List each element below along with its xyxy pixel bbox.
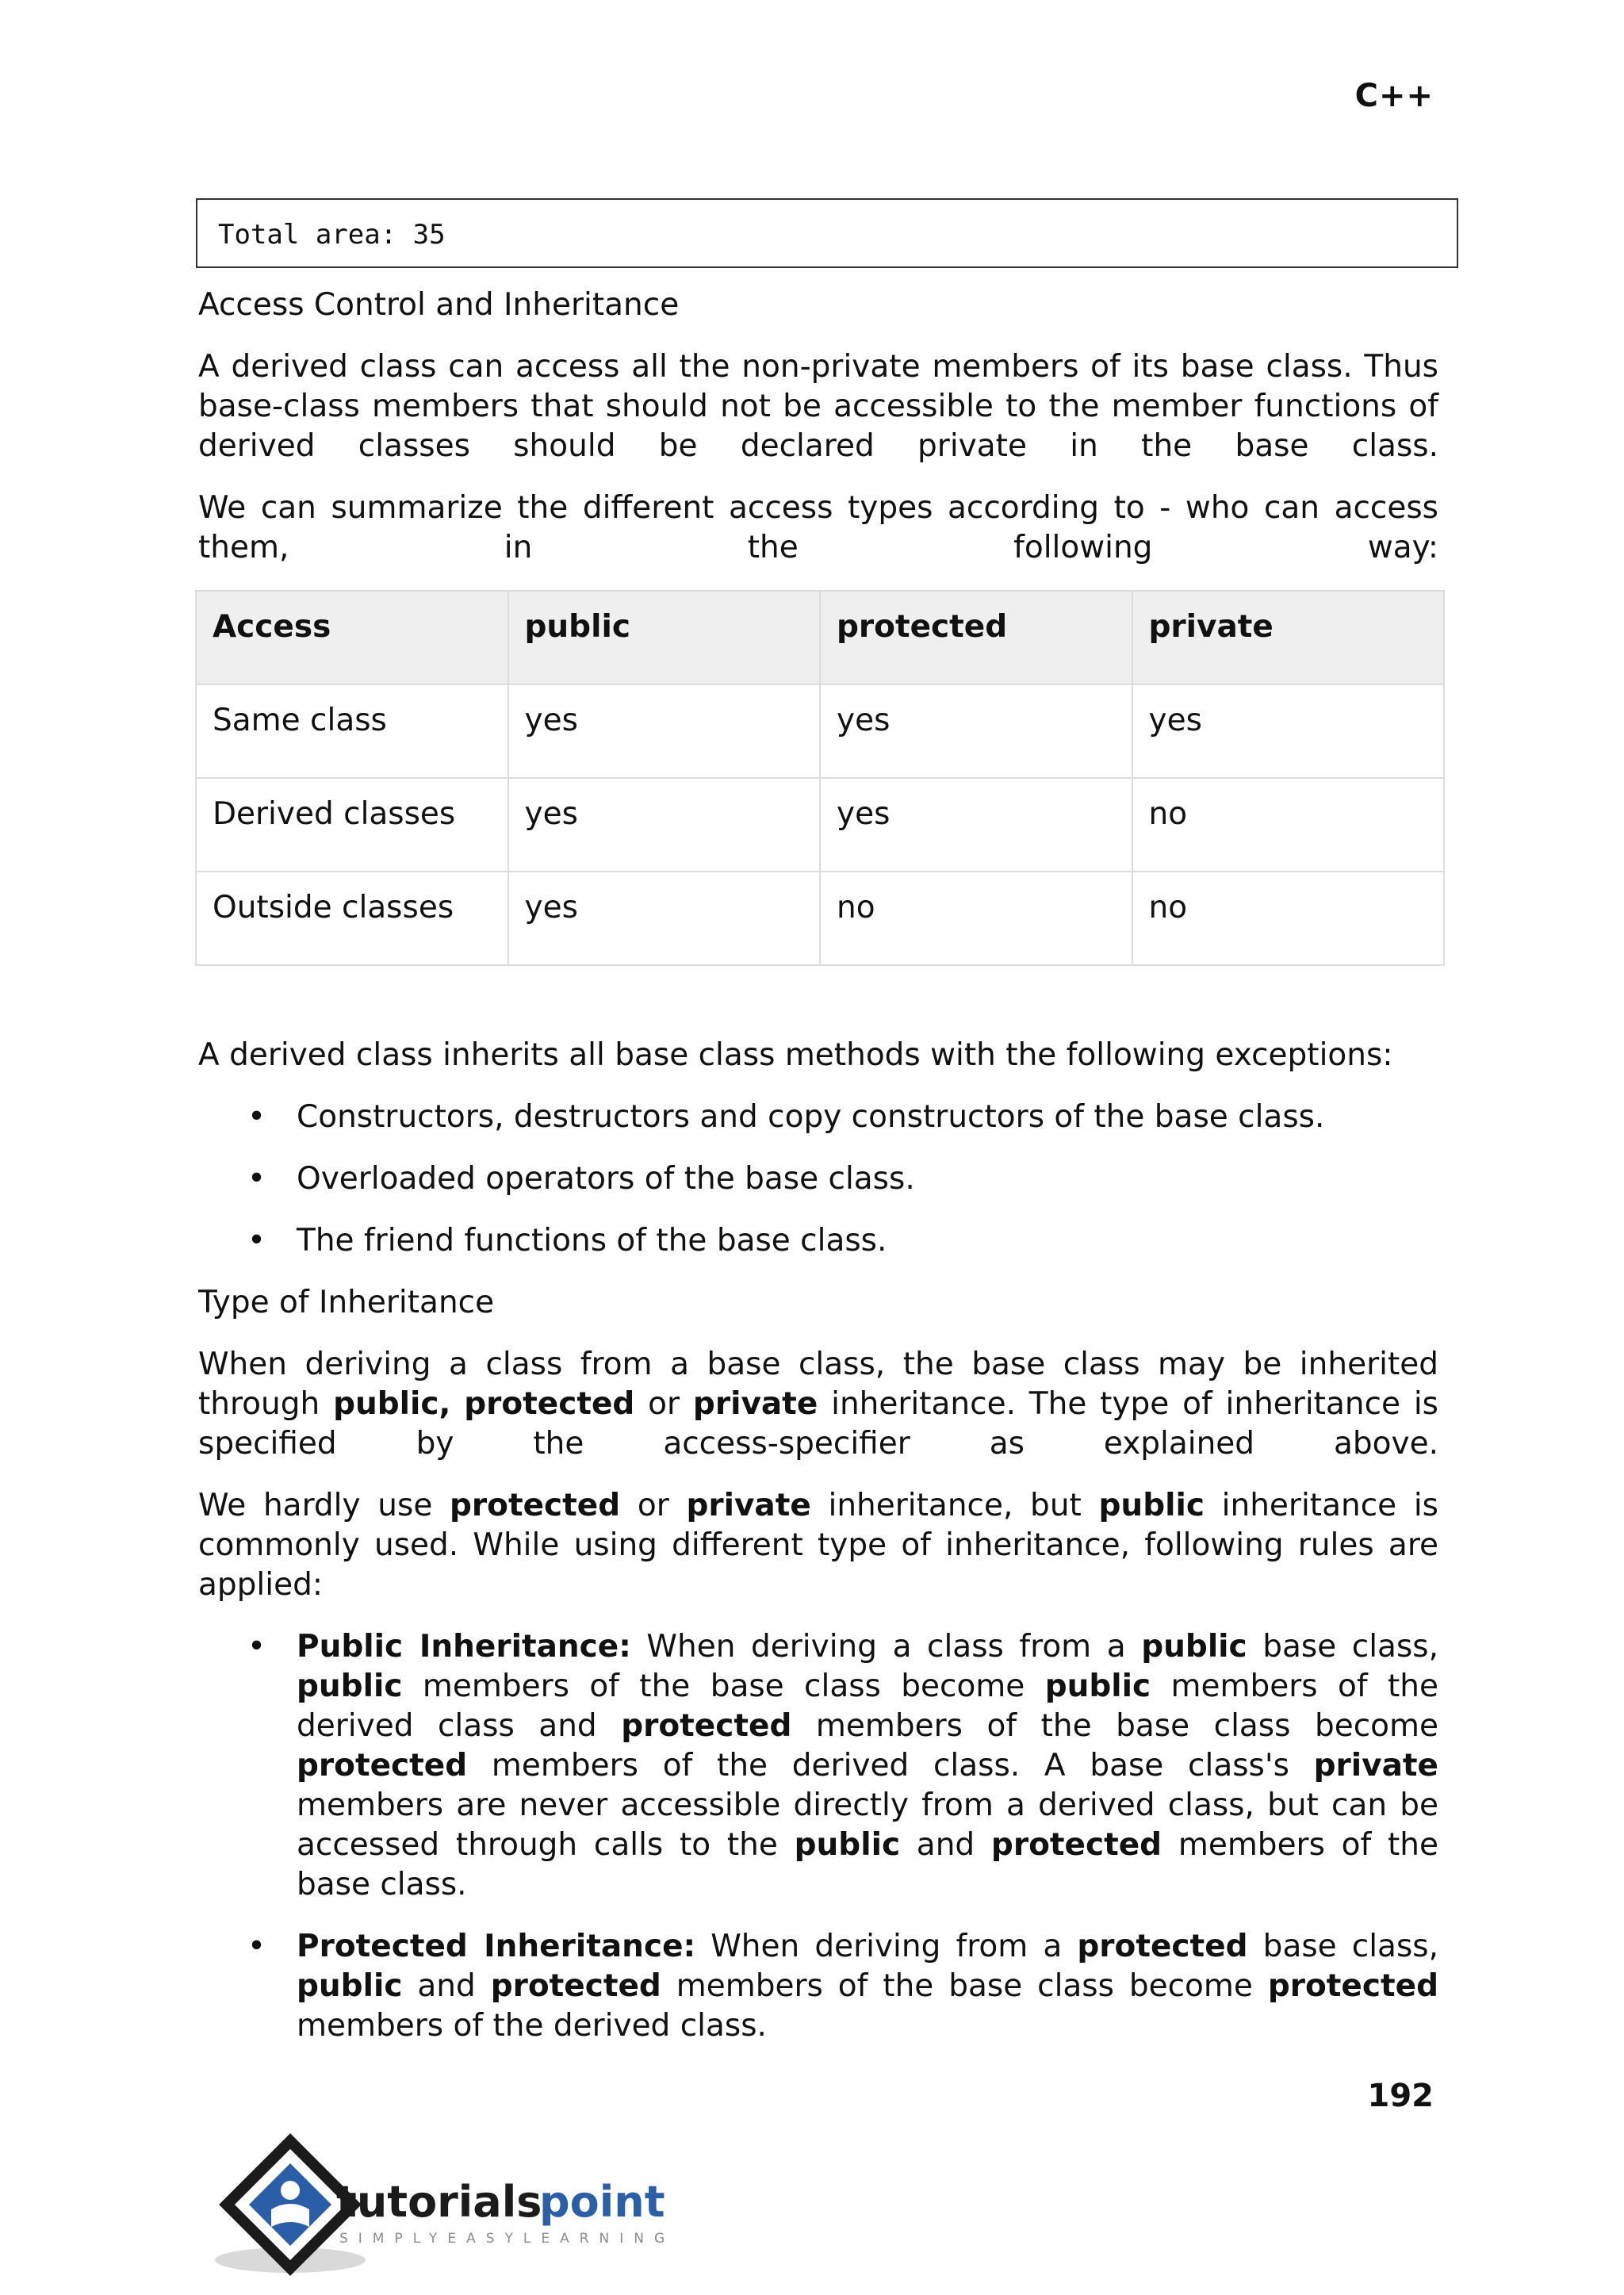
page-header-title: C++ bbox=[1354, 78, 1434, 114]
table-row bbox=[196, 778, 1444, 872]
table-cell: no bbox=[820, 872, 1132, 965]
inheritance-rules-list bbox=[198, 1627, 1438, 2046]
logo-wordmark-1: tutorials bbox=[336, 2177, 542, 2227]
table-cell: yes bbox=[508, 684, 821, 778]
table-cell: Derived classes bbox=[196, 778, 508, 872]
table-cell: Outside classes bbox=[196, 872, 508, 965]
table-cell: yes bbox=[1132, 684, 1445, 778]
table-header-cell: protected bbox=[820, 591, 1132, 684]
table-header-cell: public bbox=[508, 591, 821, 684]
table-row bbox=[196, 684, 1444, 778]
table-row bbox=[196, 872, 1444, 965]
rule-protected-inheritance: • Protected Inheritance: When deriving from a protected base class, public and protected members of the base class become protected members of the derived class. bbox=[198, 1927, 1438, 2046]
page-number: 192 bbox=[1367, 2078, 1434, 2114]
list-item: • Constructors, destructors and copy constructors of the base class. bbox=[198, 1098, 1438, 1137]
table-cell: Same class bbox=[196, 684, 508, 778]
table-header-row bbox=[196, 591, 1444, 684]
table-cell: yes bbox=[508, 778, 821, 872]
logo-tagline: SIMPLYEASYLEARNING bbox=[339, 2231, 676, 2247]
section-heading-access-control: Access Control and Inheritance bbox=[198, 287, 680, 323]
logo-graphic bbox=[195, 2133, 687, 2284]
list-item: • Overloaded operators of the base class. bbox=[198, 1159, 1438, 1199]
table-cell: no bbox=[1132, 872, 1445, 965]
logo-wordmark-2: point bbox=[539, 2177, 665, 2227]
section-heading-type-of-inheritance: Type of Inheritance bbox=[198, 1285, 495, 1320]
code-output-text: Total area: 35 bbox=[218, 219, 446, 251]
paragraph-deriving: When deriving a class from a base class, the base class may be inherited through public, protected or private inheritance. The type of inheritance is specified by the access-specifier as explained above. bbox=[198, 1347, 1438, 1462]
exceptions-list bbox=[198, 1098, 1438, 1261]
table-cell: no bbox=[1132, 778, 1445, 872]
list-item: • The friend functions of the base class. bbox=[198, 1221, 1438, 1261]
table-cell: yes bbox=[820, 684, 1132, 778]
code-output-box bbox=[196, 198, 1458, 268]
page-content bbox=[198, 285, 1438, 2068]
table-cell: yes bbox=[820, 778, 1132, 872]
table-cell: yes bbox=[508, 872, 821, 965]
rule-public-inheritance: • Public Inheritance: When deriving a class from a public base class, public members of the base class become public members of the derived class and protected members of the base class become protected members of the derived class. A base class's private members are never accessible directly from a derived class, but can be accessed through calls to the public and protected members of the base class. bbox=[198, 1627, 1438, 1905]
paragraph-exceptions-intro: A derived class inherits all base class methods with the following exceptions: bbox=[198, 1037, 1393, 1073]
paragraph-summarize: We can summarize the different access types according to - who can access them, in the following way: bbox=[198, 490, 1438, 565]
access-table bbox=[195, 590, 1445, 966]
paragraph-derived-access: A derived class can access all the non-private members of its base class. Thus base-class members that should not be accessible to the member functions of derived classes should be declared private in the base class. bbox=[198, 349, 1438, 464]
tutorialspoint-logo bbox=[195, 2133, 687, 2284]
paragraph-hardly-use: We hardly use protected or private inheritance, but public inheritance is commonly used. While using different type of inheritance, following rules are applied: bbox=[198, 1488, 1438, 1603]
table-header-cell: private bbox=[1132, 591, 1445, 684]
table-header-cell: Access bbox=[196, 591, 508, 684]
